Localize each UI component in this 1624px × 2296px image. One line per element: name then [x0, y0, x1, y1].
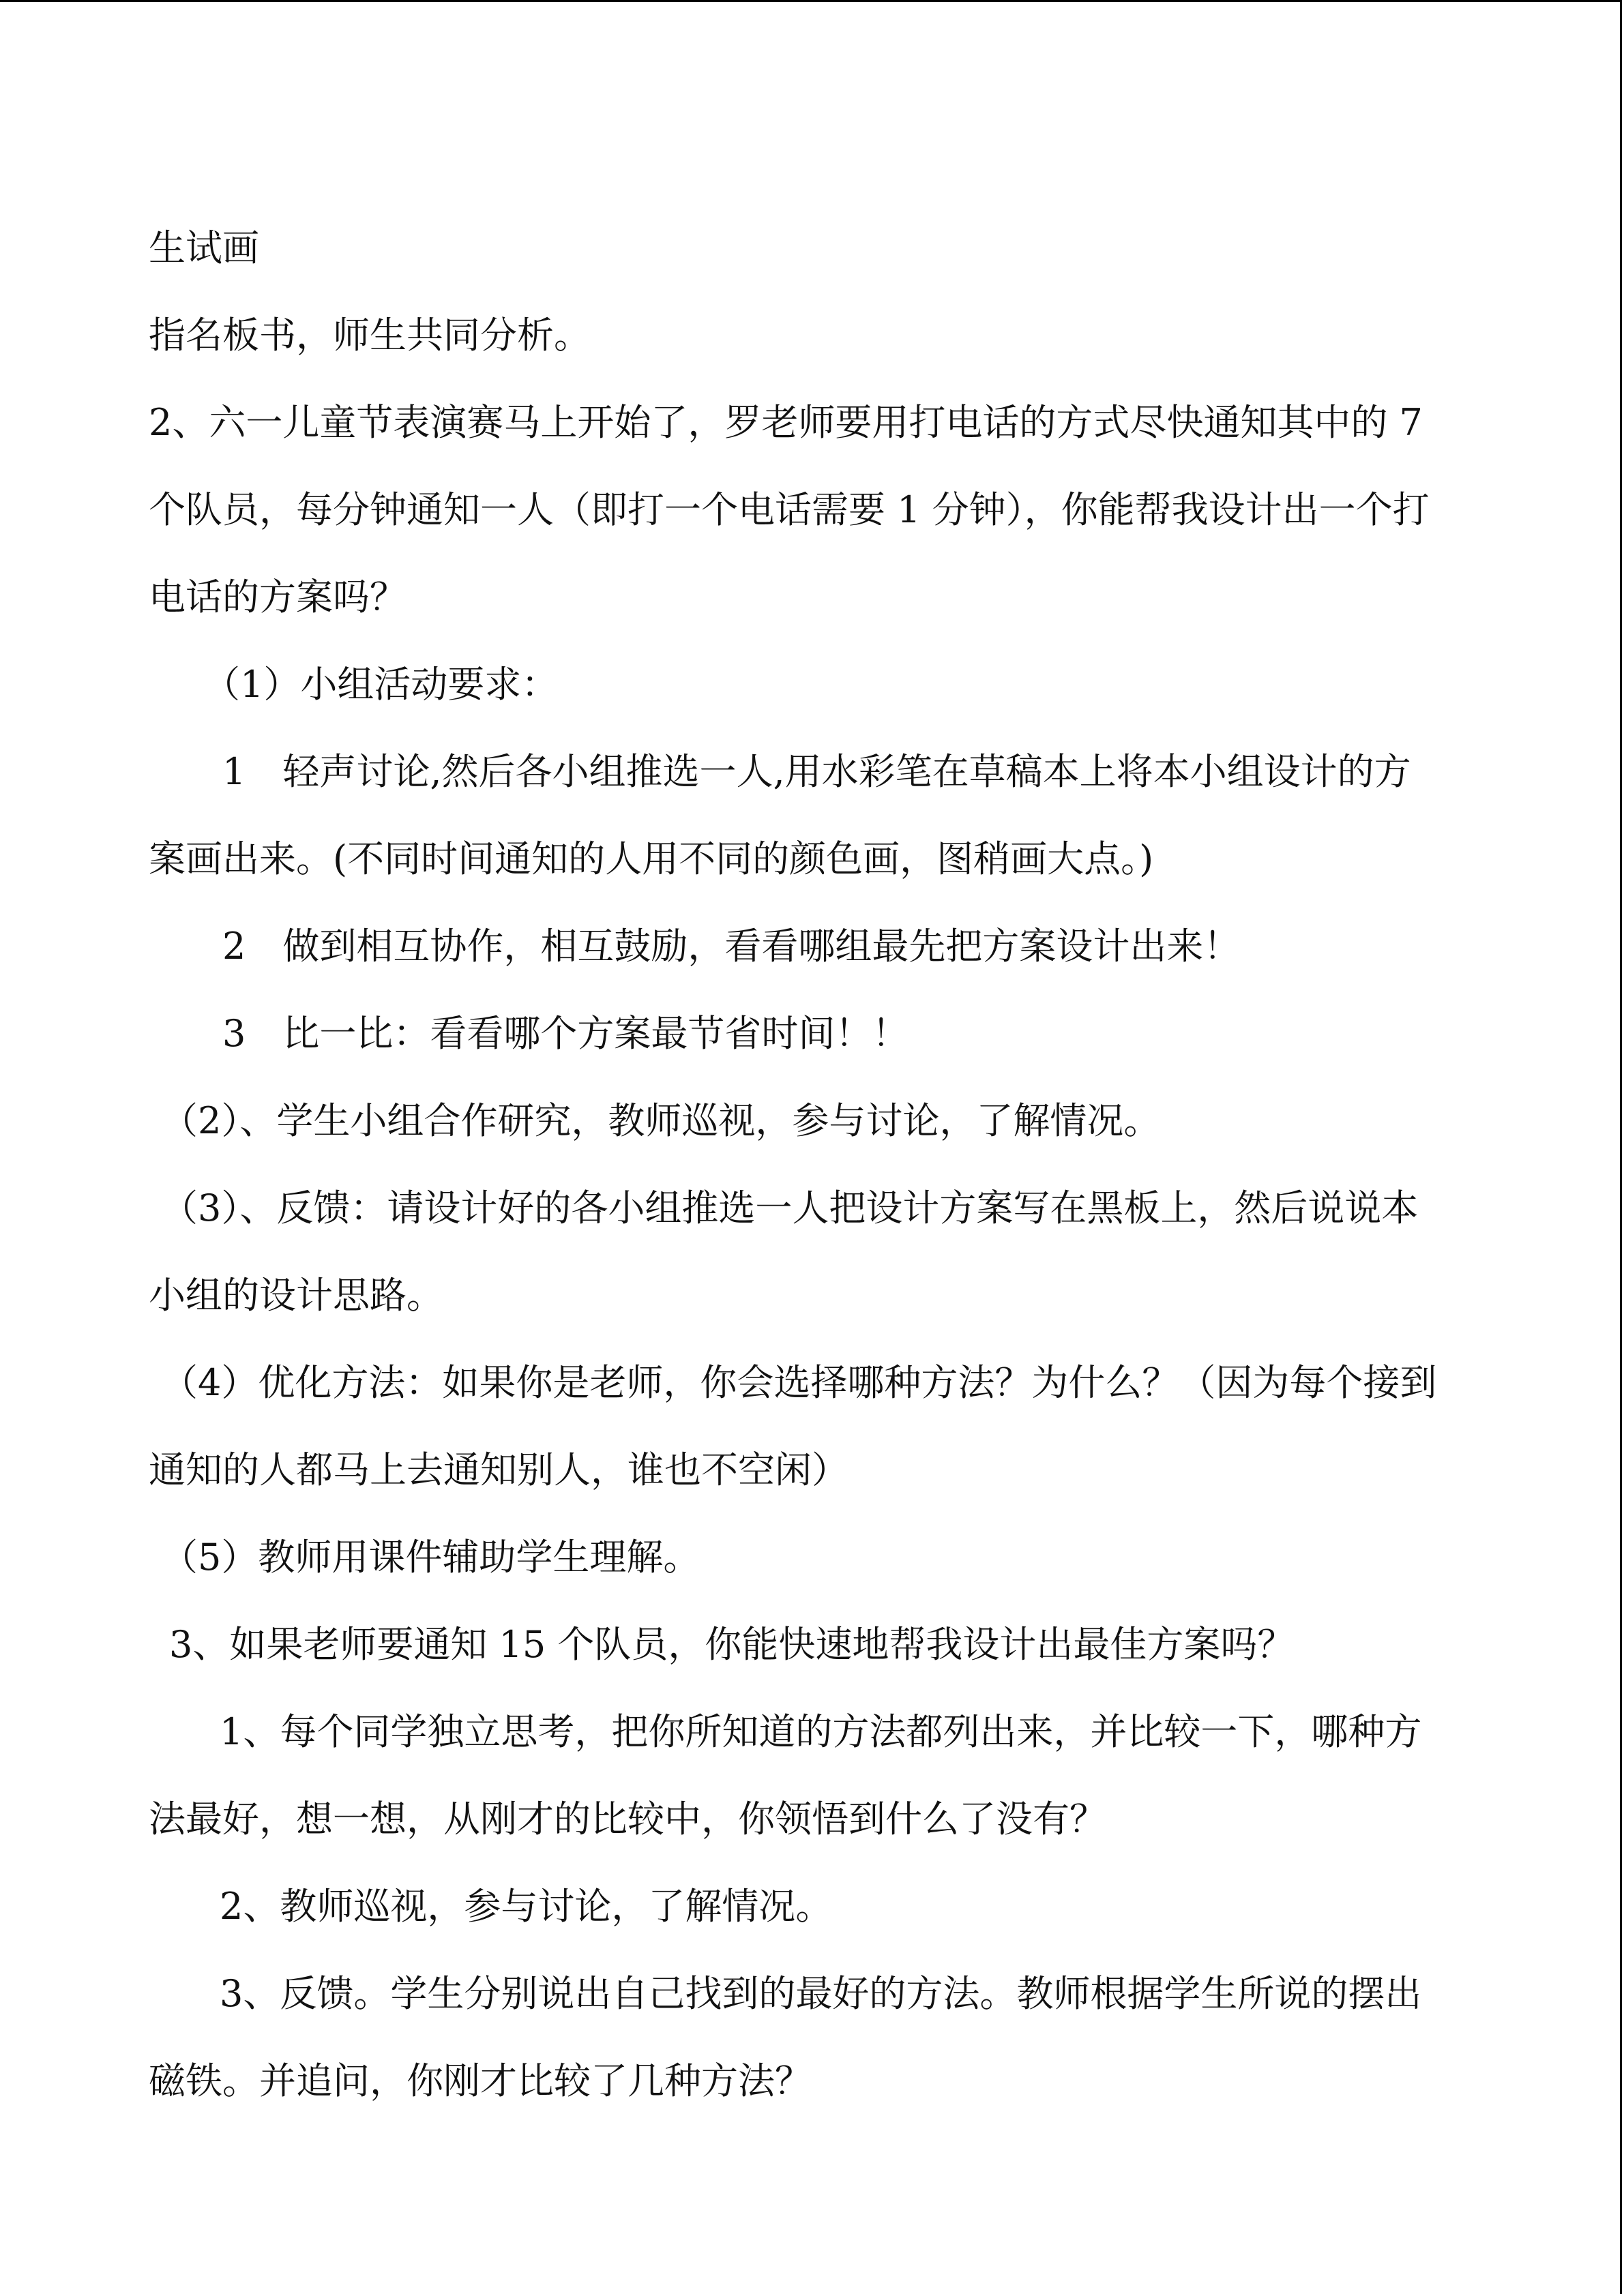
text-line-8: 案画出来。(不同时间通知的人用不同的颜色画，图稍画大点。) [149, 837, 1154, 880]
text-line-9: 2 做到相互协作，相互鼓励，看看哪组最先把方案设计出来！ [222, 925, 1241, 968]
text-line-21: 3、反馈。学生分别说出自己找到的最好的方法。教师根据学生所说的摆出 [220, 1972, 1422, 2015]
text-line-22: 磁铁。并追问，你刚才比较了几种方法？ [149, 2059, 812, 2102]
text-line-18: 1、每个同学独立思考，把你所知道的方法都列出来，并比较一下，哪种方 [220, 1710, 1422, 1753]
document-body [149, 205, 1486, 2125]
text-line-5: 电话的方案吗？ [149, 576, 407, 618]
text-line-1: 生试画 [149, 226, 259, 269]
text-line-6: （1）小组活动要求： [203, 663, 559, 706]
text-line-3: 2、六一儿童节表演赛马上开始了，罗老师要用打电话的方式尽快通知其中的 7 [149, 401, 1423, 444]
text-line-7: 1 轻声讨论,然后各小组推选一人,用水彩笔在草稿本上将本小组设计的方 [222, 750, 1411, 793]
text-line-16: （5）教师用课件辅助学生理解。 [161, 1536, 700, 1579]
text-line-17: 3、如果老师要通知 15 个队员，你能快速地帮我设计出最佳方案吗？ [169, 1623, 1295, 1666]
text-line-15: 通知的人都马上去通知别人，谁也不空闲） [149, 1448, 848, 1491]
text-line-4: 个队员，每分钟通知一人（即打一个电话需要 1 分钟），你能帮我设计出一个打 [149, 488, 1430, 531]
text-line-14: （4）优化方法：如果你是老师，你会选择哪种方法？为什么？（因为每个接到 [161, 1361, 1437, 1404]
text-line-13: 小组的设计思路。 [149, 1274, 443, 1317]
text-line-19: 法最好，想一想，从刚才的比较中，你领悟到什么了没有？ [149, 1798, 1106, 1840]
text-line-2: 指名板书，师生共同分析。 [149, 314, 591, 357]
text-line-12: （3）、反馈：请设计好的各小组推选一人把设计方案写在黑板上，然后说说本 [161, 1187, 1419, 1229]
text-line-11: （2）、学生小组合作研究，教师巡视，参与讨论，了解情况。 [161, 1099, 1161, 1142]
text-line-20: 2、教师巡视，参与讨论，了解情况。 [220, 1885, 833, 1928]
text-line-10: 3 比一比：看看哪个方案最节省时间！！ [222, 1012, 909, 1055]
